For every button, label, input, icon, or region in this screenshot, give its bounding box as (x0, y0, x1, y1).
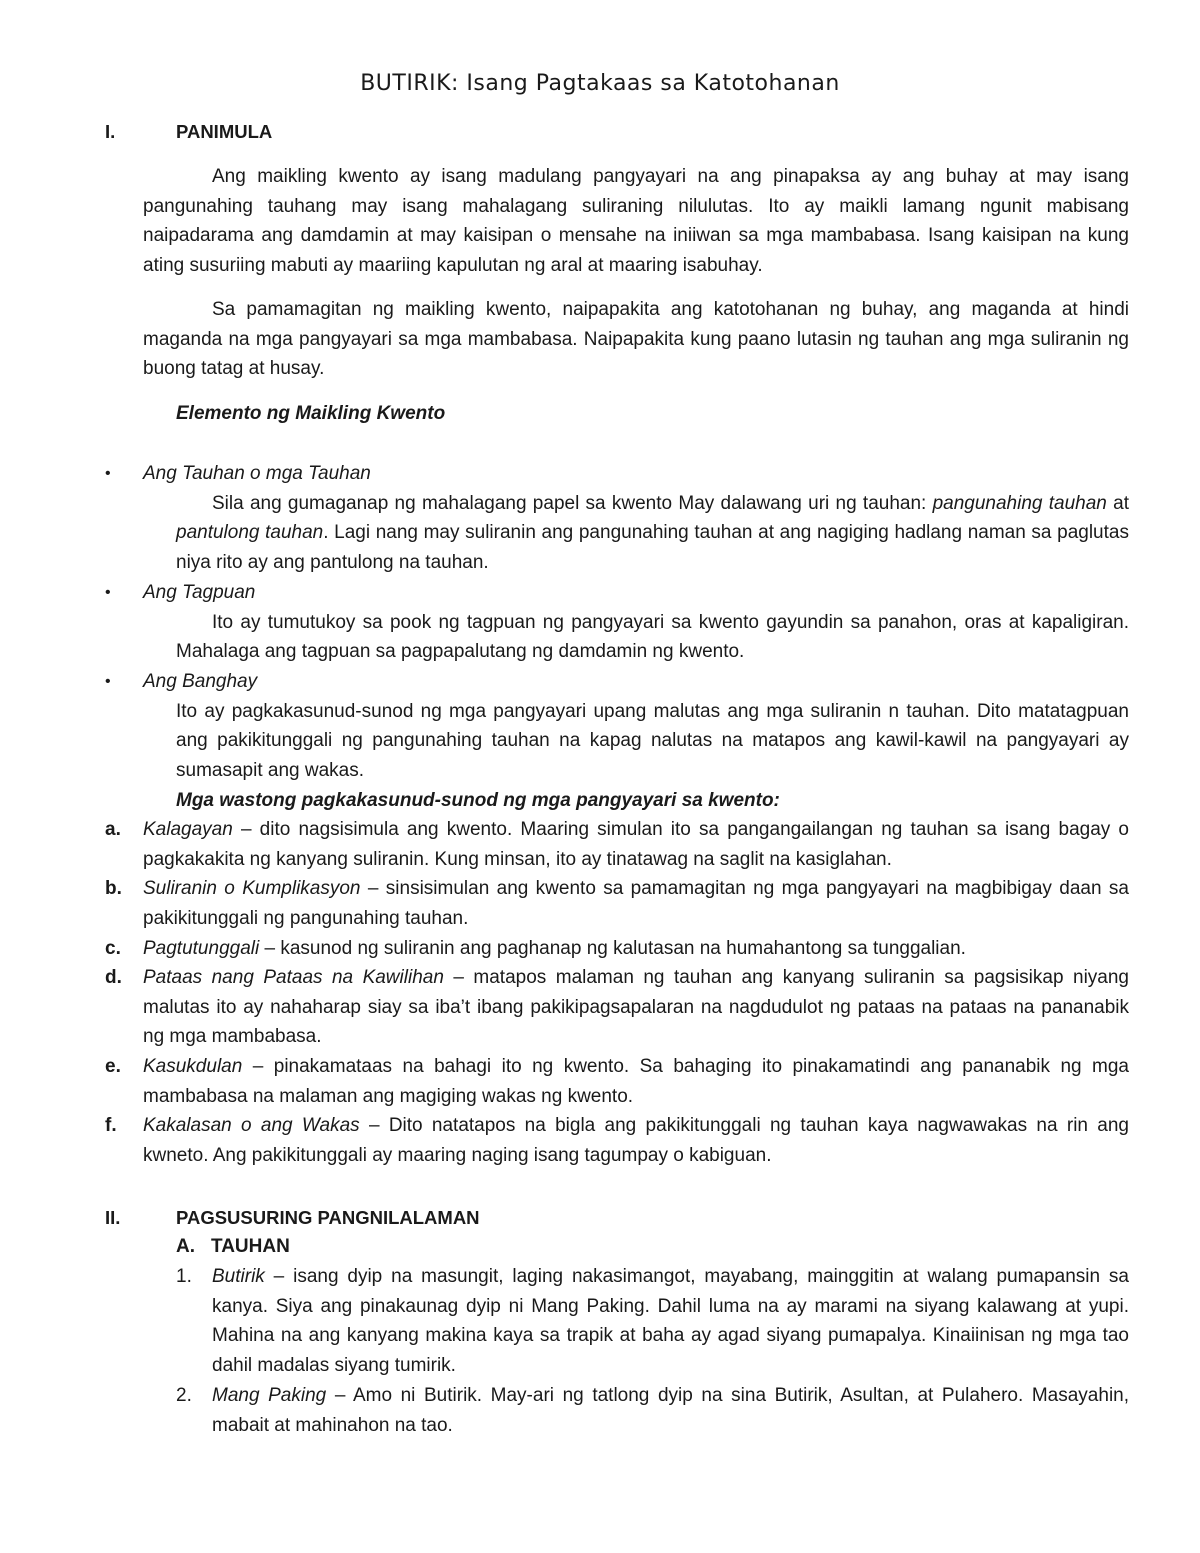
item-text: Pagtutunggali – kasunod ng suliranin ang paghanap ng kalutasan na humahantong sa tunggalian. (143, 938, 966, 959)
section-number: II. (105, 1207, 121, 1228)
subsection-heading-tauhan (176, 1232, 290, 1262)
subsection-title: TAUHAN (211, 1236, 290, 1257)
item-marker: b. (105, 878, 122, 899)
bullet-icon: • (105, 584, 111, 601)
intro-paragraph-2: Sa pamamagitan ng maikling kwento, naipapakita ang katotohanan ng buhay, ang maganda at hindi maganda na mga pangyayari sa mga mambabasa. Naipapakita kung paano lutasin ng tauhan ang mga suliranin ng buong tatag at husay. (143, 299, 1129, 380)
item-text: Kakalasan o ang Wakas – Dito natatapos na bigla ang pakikitunggali ng tauhan kaya nagwawakas na rin ang kwneto. Ang pakikitunggali ay maaring naging isang tagumpay o kabiguan. (143, 1115, 1129, 1166)
item-marker: c. (105, 938, 121, 959)
item-marker: f. (105, 1115, 117, 1136)
item-text: Butirik – isang dyip na masungit, laging nakasimangot, mayabang, mainggitin at walang pumapansin sa kanya. Siya ang pinakaunag dyip ni Mang Paking. Dahil luma na ay marami na siyang kalawang at yupi. Mahina na ang kanyang makina kaya sa trapik at baha ay agad siyang pumapalya. Kinaiinisan ng mga tao dahil madalas siyang tumirik. (212, 1266, 1129, 1376)
item-marker: a. (105, 819, 121, 840)
item-text: Mang Paking – Amo ni Butirik. May-ari ng tatlong dyip na sina Butirik, Asultan, at Pulahero. Masayahin, mabait at mahinahon na tao. (212, 1385, 1130, 1436)
item-text: Kalagayan – dito nagsisimula ang kwento. Maaring simulan ito sa pangangailangan ng tauhan sa isang bagay o pagkakakita ng kanyang suliranin. Kung minsan, ito ay tinatawag na saglit na kasiglahan. (143, 819, 1129, 870)
sequence-heading: Mga wastong pagkakasunud-sunod ng mga pangyayari sa kwento: (176, 790, 780, 811)
bullet-icon: • (105, 673, 111, 690)
element-term: Ang Tauhan o mga Tauhan (143, 463, 371, 484)
item-marker: d. (105, 967, 122, 988)
element-term: Ang Tagpuan (143, 582, 256, 603)
subsection-marker: A. (176, 1236, 195, 1257)
elements-heading: Elemento ng Maikling Kwento (176, 403, 446, 424)
element-description: Ito ay pagkakasunud-sunod ng mga pangyayari upang malutas ang mga suliranin n tauhan. Dito matatagpuan ang pakikitunggali ng pangunahing tauhan na kapag nalutas na matapos ang kawil-kawil na pangyayari ay sumasapit ang wakas. (176, 700, 1129, 781)
section-title: PAGSUSURING PANGNILALAMAN (176, 1207, 480, 1228)
item-text: Suliranin o Kumplikasyon – sinsisimulan ang kwento sa pamamagitan ng mga pangyayari na magbibigay daan sa pakikitunggali ng pangunahing tauhan. (143, 878, 1129, 929)
bullet-icon: • (105, 465, 111, 482)
section-heading-panimula (105, 117, 272, 147)
item-marker: e. (105, 1056, 121, 1077)
section-title: PANIMULA (176, 121, 273, 142)
intro-paragraph-1: Ang maikling kwento ay isang madulang pangyayari na ang pinapaksa ay ang buhay at may isang pangunahing tauhang may isang mahalagang suliraning nilulutas. Ito ay maikli lamang ngunit mabisang naipadarama ang damdamin at may kaisipan o mensahe na iniiwan sa mga mambabasa. Isang kaisipan na kung ating susuriing mabuti ay maariing kapulutan ng aral at maaring isabuhay. (143, 166, 1129, 276)
item-text: Kasukdulan – pinakamataas na bahagi ito ng kwento. Sa bahaging ito pinakamatindi ang pananabik ng mga mambabasa na malaman ang magiging wakas ng kwento. (143, 1056, 1129, 1107)
item-text: Pataas nang Pataas na Kawilihan – matapos malaman ng tauhan ang kanyang suliranin sa pagsisikap niyang malutas ito ay nahaharap siay sa iba’t ibang pakikipagsapalaran na nagdudulot ng pataas na pataas na pananabik ng mga mambabasa. (143, 967, 1129, 1048)
element-description: Sila ang gumaganap ng mahalagang papel sa kwento May dalawang uri ng tauhan: pangunahing tauhan at pantulong tauhan. Lagi nang may suliranin ang pangunahing tauhan at ang nagiging hadlang naman sa paglutas niya rito ay ang pantulong na tauhan. (176, 492, 1129, 573)
element-term: Ang Banghay (143, 671, 258, 692)
item-marker: 1. (176, 1266, 192, 1287)
document-title: BUTIRIK: Isang Pagtakaas sa Katotohanan (360, 71, 840, 96)
element-description: Ito ay tumutukoy sa pook ng tagpuan ng pangyayari sa kwento gayundin sa panahon, oras at kapaligiran. Mahalaga ang tagpuan sa pagpapalutang ng damdamin ng kwento. (176, 611, 1129, 663)
item-marker: 2. (176, 1385, 192, 1406)
section-number: I. (105, 121, 116, 142)
section-heading-pagsusuri (105, 1203, 480, 1233)
